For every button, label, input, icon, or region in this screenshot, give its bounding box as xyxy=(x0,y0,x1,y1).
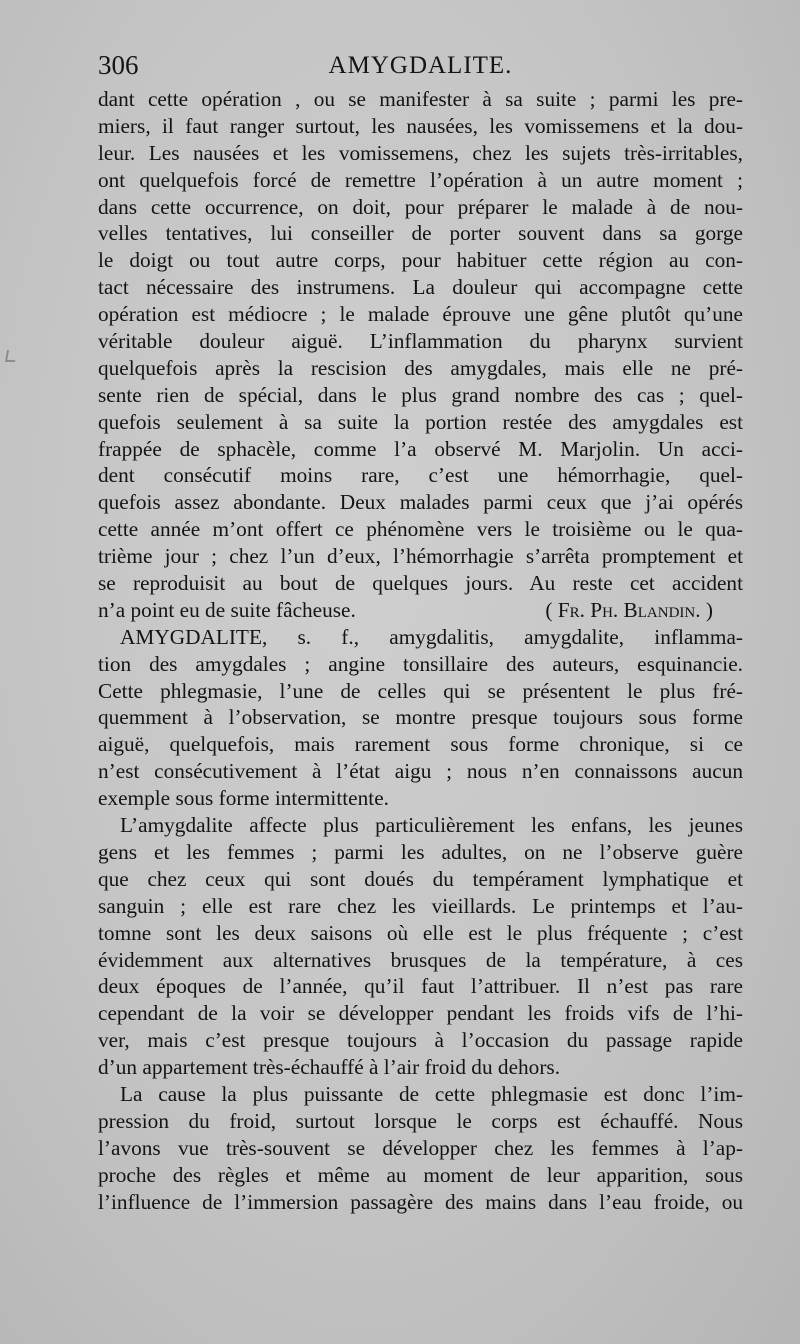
text-line: cette année m’ont offert ce phénomène vers le troisième ou le qua- xyxy=(98,517,743,542)
text-line: cependant de la voir se développer pendant les froids vifs de l’hi- xyxy=(98,1001,743,1026)
text-line: tomne sont les deux saisons où elle est le plus fréquente ; c’est xyxy=(98,920,743,945)
text-line: que chez ceux qui sont doués du tempérament lymphatique et xyxy=(98,866,743,891)
page-number: 306 xyxy=(98,50,139,80)
text-line: ver, mais c’est presque toujours à l’occasion du passage rapide xyxy=(98,1028,743,1053)
margin-mark xyxy=(5,350,17,362)
text-line: ont quelquefois forcé de remettre l’opération à un autre moment ; xyxy=(98,167,743,192)
text-line: miers, il faut ranger surtout, les nausées, les vomissemens et la dou- xyxy=(98,113,743,138)
text-line: tion des amygdales ; angine tonsillaire des auteurs, esquinancie. xyxy=(98,651,743,676)
text-line: dans cette occurrence, on doit, pour préparer le malade à de nou- xyxy=(98,194,743,219)
text-line: quefois assez abondante. Deux malades parmi ceux que j’ai opérés xyxy=(98,490,743,515)
text-line: leur. Les nausées et les vomissemens, chez les sujets très-irritables, xyxy=(98,140,743,165)
text-line: quemment à l’observation, se montre presque toujours sous forme xyxy=(98,705,743,730)
text-line: trième jour ; chez l’un d’eux, l’hémorrhagie s’arrêta promptement et xyxy=(98,544,743,569)
text-line: évidemment aux alternatives brusques de la température, à ces xyxy=(98,947,743,972)
text-line: aiguë, quelquefois, mais rarement sous forme chronique, si ce xyxy=(98,732,743,757)
text-line: proche des règles et même au moment de leur apparition, sous xyxy=(98,1162,743,1187)
paragraph-start-line: L’amygdalite affecte plus particulièrement les enfans, les jeunes xyxy=(120,813,743,838)
body-text xyxy=(98,86,743,1215)
text-line: opération est médiocre ; le malade éprouve une gêne plutôt qu’une xyxy=(98,302,743,327)
paragraph-start-line: La cause la plus puissante de cette phlegmasie est donc l’im- xyxy=(120,1081,743,1106)
text-line: tact nécessaire des instrumens. La douleur qui accompagne cette xyxy=(98,275,743,300)
text-line: n’est consécutivement à l’état aigu ; nous n’en connaissons aucun xyxy=(98,759,743,784)
text-line: gens et les femmes ; parmi les adultes, on ne l’observe guère xyxy=(98,839,743,864)
text-line: véritable douleur aiguë. L’inflammation du pharynx survient xyxy=(98,329,743,354)
entry-heading-line: AMYGDALITE, s. f., amygdalitis, amygdalite, inflamma- xyxy=(120,624,743,649)
text-line: n’a point eu de suite fâcheuse. xyxy=(98,597,356,622)
text-line: d’un appartement très-échauffé à l’air froid du dehors. xyxy=(98,1055,561,1080)
text-line: sanguin ; elle est rare chez les vieillards. Le printemps et l’au- xyxy=(98,893,743,918)
text-line: se reproduisit au bout de quelques jours. Au reste cet accident xyxy=(98,571,743,596)
text-line: l’avons vue très-souvent se développer chez les femmes à l’ap- xyxy=(98,1135,743,1160)
text-line: deux époques de l’année, qu’il faut l’attribuer. Il n’est pas rare xyxy=(98,974,743,999)
running-title: AMYGDALITE. xyxy=(328,52,513,79)
text-line: dent consécutif moins rare, c’est une hémorrhagie, quel- xyxy=(98,463,743,488)
text-line: dant cette opération , ou se manifester à sa suite ; parmi les pre- xyxy=(98,87,743,111)
text-line: pression du froid, surtout lorsque le corps est échauffé. Nous xyxy=(98,1108,743,1133)
text-line: l’influence de l’immersion passagère des mains dans l’eau froide, ou xyxy=(98,1189,743,1214)
text-line: quelquefois après la rescision des amygdales, mais elle ne pré- xyxy=(98,355,743,380)
page-header xyxy=(98,50,743,84)
text-line: quefois seulement à sa suite la portion restée des amygdales est xyxy=(98,409,743,434)
text-line: le doigt ou tout autre corps, pour habituer cette région au con- xyxy=(98,248,743,273)
author-signature: ( Fr. Ph. Blandin. ) xyxy=(545,597,713,622)
text-line: Cette phlegmasie, l’une de celles qui se présentent le plus fré- xyxy=(98,678,743,703)
text-line-with-signature xyxy=(98,597,743,624)
text-line: frappée de sphacèle, comme l’a observé M. Marjolin. Un acci- xyxy=(98,436,743,461)
text-line: exemple sous forme intermittente. xyxy=(98,786,389,811)
text-line: sente rien de spécial, dans le plus grand nombre des cas ; quel- xyxy=(98,382,743,407)
text-line: velles tentatives, lui conseiller de porter souvent dans sa gorge xyxy=(98,221,743,246)
